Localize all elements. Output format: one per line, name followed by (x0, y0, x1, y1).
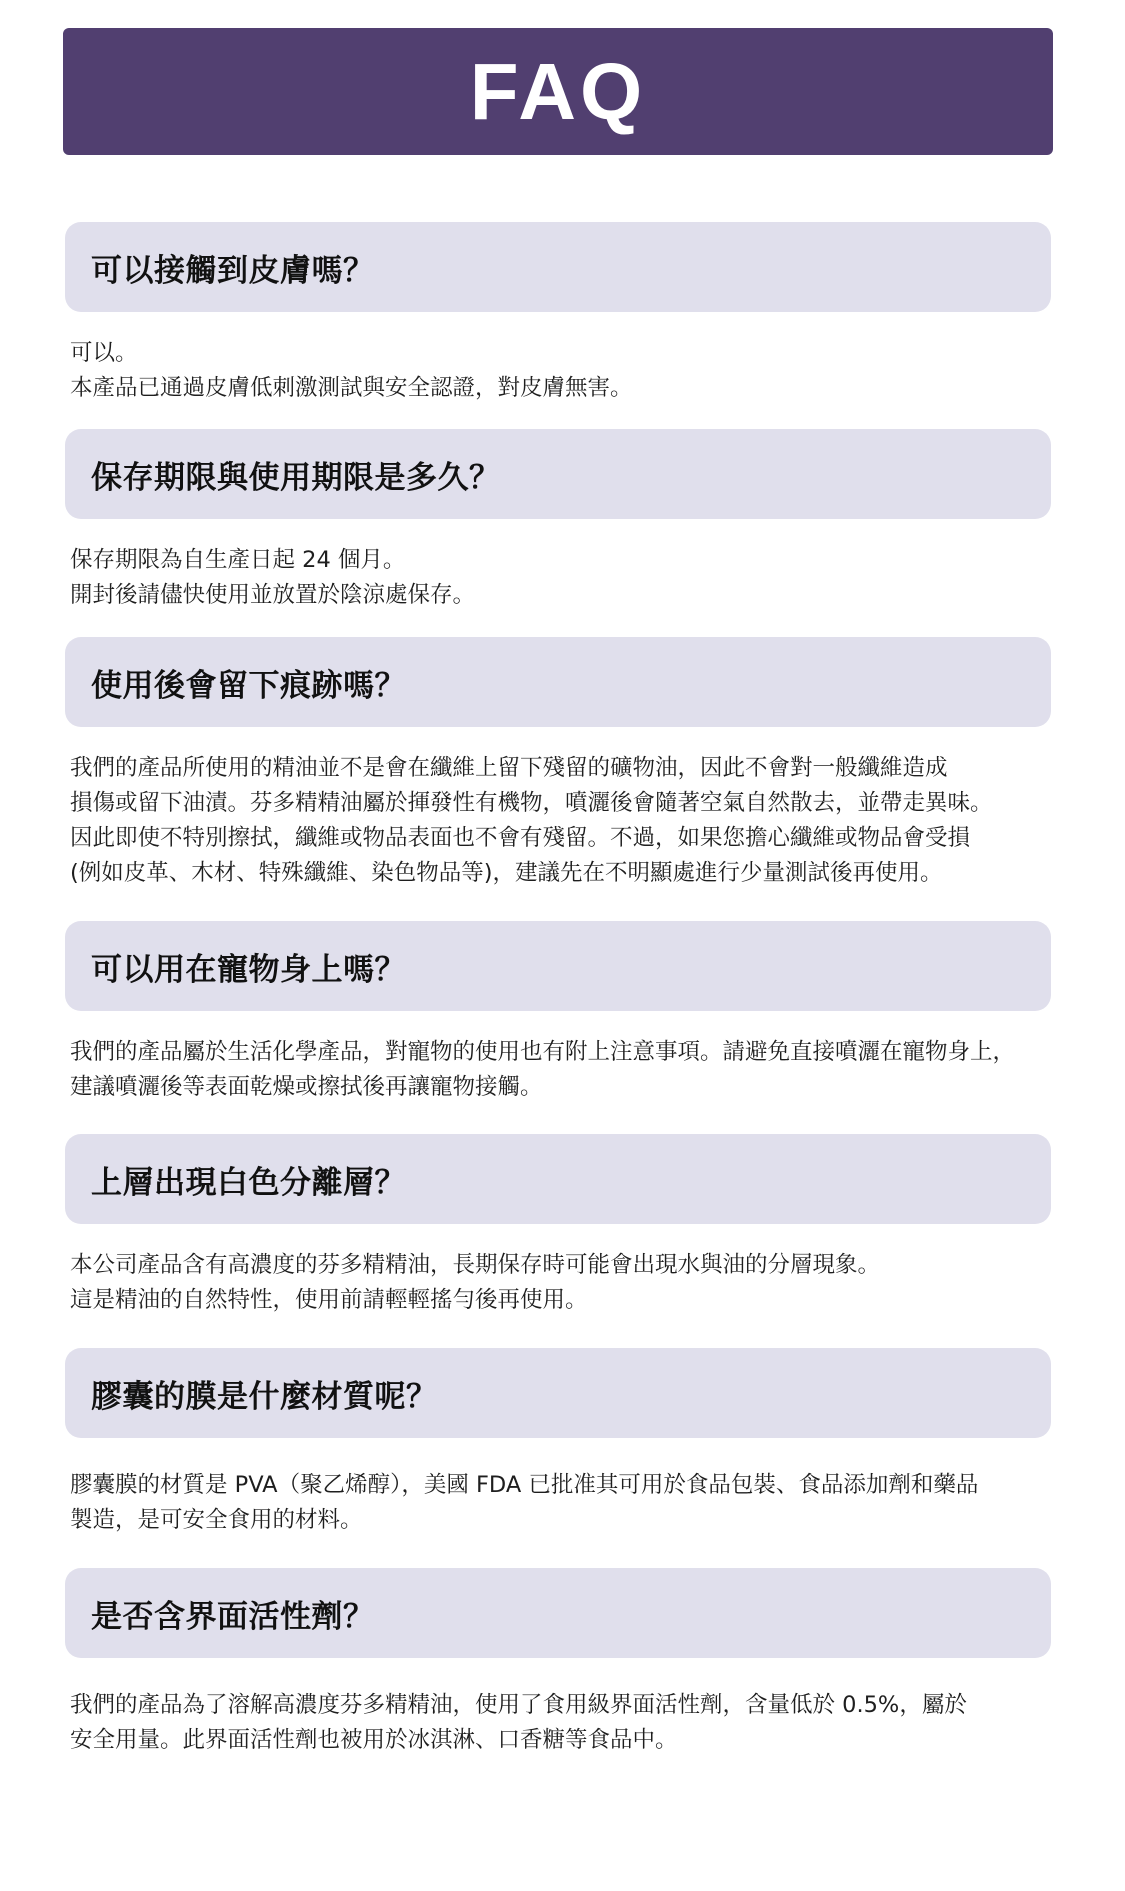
answer-line: 損傷或留下油漬。芬多精精油屬於揮發性有機物，噴灑後會隨著空氣自然散去，並帶走異味。 (70, 790, 993, 816)
answer-line: (例如皮革、木材、特殊纖維、染色物品等)，建議先在不明顯處進行少量測試後再使用。 (70, 860, 943, 886)
question-box (65, 921, 1051, 1011)
question-heading: 可以接觸到皮膚嗎？ (91, 252, 375, 289)
faq-item-capsule-film (65, 1348, 1051, 1538)
answer-line: 我們的產品為了溶解高濃度芬多精精油，使用了食用級界面活性劑，含量低於 0.5%，屬於 (70, 1692, 967, 1718)
answer-line: 本公司產品含有高濃度的芬多精精油，長期保存時可能會出現水與油的分層現象。 (70, 1252, 881, 1278)
answer-text (65, 1688, 1070, 1758)
faq-item-surfactant (65, 1568, 1051, 1758)
question-box (65, 222, 1051, 312)
answer-line: 因此即使不特別擦拭，纖維或物品表面也不會有殘留。不過，如果您擔心纖維或物品會受損 (70, 825, 971, 851)
answer-text (65, 1035, 1070, 1105)
answer-text (65, 336, 1070, 406)
question-box (65, 1568, 1051, 1658)
faq-item-residue (65, 637, 1051, 891)
question-box (65, 429, 1051, 519)
question-heading: 上層出現白色分離層？ (91, 1164, 406, 1201)
answer-line: 建議噴灑後等表面乾燥或擦拭後再讓寵物接觸。 (70, 1074, 543, 1100)
answer-text (65, 543, 1070, 613)
faq-item-separation-layer (65, 1134, 1051, 1318)
answer-line: 製造，是可安全食用的材料。 (70, 1507, 363, 1533)
answer-line: 開封後請儘快使用並放置於陰涼處保存。 (70, 582, 476, 608)
answer-text (65, 1248, 1070, 1318)
question-box (65, 1348, 1051, 1438)
question-heading: 是否含界面活性劑？ (91, 1598, 375, 1635)
answer-line: 我們的產品所使用的精油並不是會在纖維上留下殘留的礦物油，因此不會對一般纖維造成 (70, 755, 948, 781)
answer-line: 膠囊膜的材質是 PVA（聚乙烯醇），美國 FDA 已批准其可用於食品包裝、食品添加劑和藥品 (70, 1472, 979, 1498)
faq-item-pets (65, 921, 1051, 1105)
answer-line: 我們的產品屬於生活化學產品，對寵物的使用也有附上注意事項。請避免直接噴灑在寵物身上， (70, 1039, 1016, 1065)
question-heading: 膠囊的膜是什麼材質呢？ (91, 1378, 438, 1415)
answer-line: 可以。 (70, 340, 138, 366)
answer-line: 保存期限為自生產日起 24 個月。 (70, 547, 406, 573)
question-heading: 可以用在寵物身上嗎？ (91, 951, 406, 988)
question-box (65, 1134, 1051, 1224)
faq-item-shelf-life (65, 429, 1051, 613)
answer-line: 安全用量。此界面活性劑也被用於冰淇淋、口香糖等食品中。 (70, 1727, 678, 1753)
answer-text (65, 751, 1070, 891)
faq-item-skin-contact (65, 222, 1051, 406)
page-title: FAQ (469, 46, 647, 136)
answer-text (65, 1468, 1070, 1538)
answer-line: 本產品已通過皮膚低刺激測試與安全認證，對皮膚無害。 (70, 375, 633, 401)
faq-header-banner (63, 28, 1053, 155)
question-heading: 使用後會留下痕跡嗎？ (91, 667, 406, 704)
question-heading: 保存期限與使用期限是多久？ (91, 459, 501, 496)
answer-line: 這是精油的自然特性，使用前請輕輕搖勻後再使用。 (70, 1287, 588, 1313)
question-box (65, 637, 1051, 727)
